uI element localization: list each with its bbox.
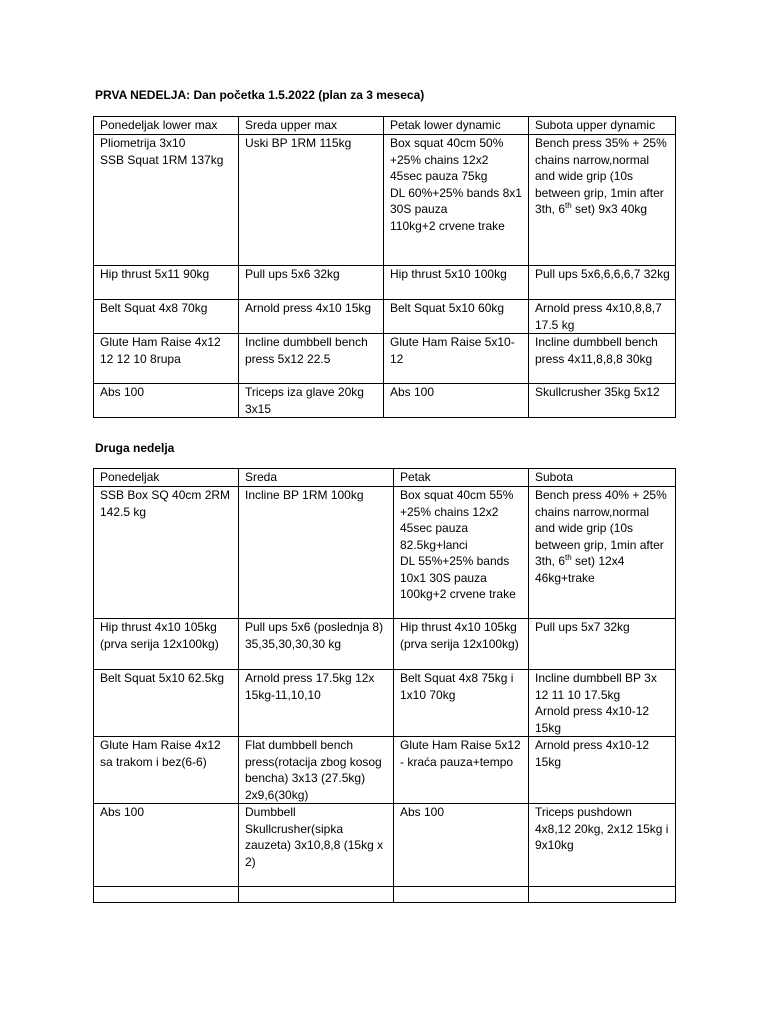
table-cell: Pull ups 5x6,6,6,6,7 32kg [529,266,676,300]
table-cell: Arnold press 17.5kg 12x 15kg-11,10,10 [239,670,394,737]
table-cell: Belt Squat 5x10 60kg [384,300,529,334]
table-row [94,670,676,737]
table-cell: Hip thrust 4x10 105kg (prva serija 12x100kg) [94,619,239,670]
table-cell: Belt Squat 4x8 75kg i 1x10 70kg [394,670,529,737]
table-row [94,384,676,418]
table-cell: Glute Ham Raise 5x10-12 [384,334,529,384]
table-cell: Bench press 35% + 25% chains narrow,normal and wide grip (10s between grip, 1min after 3th, 6th set) 9x3 40kg [529,135,676,266]
header-cell: Petak lower dynamic [384,117,529,135]
table-header-row [94,117,676,135]
table-cell: Box squat 40cm 55% +25% chains 12x2 45sec pauza 82.5kg+lanci DL 55%+25% bands 10x1 30S pauza 100kg+2 crvene trake [394,487,529,619]
header-cell: Sreda upper max [239,117,384,135]
table-cell: Dumbbell Skullcrusher(sipka zauzeta) 3x10,8,8 (15kg x 2) [239,804,394,887]
table-cell: Glute Ham Raise 4x12 12 12 10 8rupa [94,334,239,384]
table-cell: Glute Ham Raise 5x12 - kraća pauza+tempo [394,737,529,804]
table-cell: Pull ups 5x6 32kg [239,266,384,300]
table-cell: Abs 100 [384,384,529,418]
table-cell: SSB Box SQ 40cm 2RM 142.5 kg [94,487,239,619]
table-row [94,619,676,670]
header-cell: Petak [394,469,529,487]
table-cell: Uski BP 1RM 115kg [239,135,384,266]
table-cell [239,887,394,903]
table-cell: Hip thrust 5x10 100kg [384,266,529,300]
table-cell: Hip thrust 4x10 105kg (prva serija 12x100kg) [394,619,529,670]
table-cell: Incline dumbbell BP 3x 12 11 10 17.5kg Arnold press 4x10-12 15kg [529,670,676,737]
table-cell [529,887,676,903]
header-cell: Sreda [239,469,394,487]
table-cell: Box squat 40cm 50% +25% chains 12x2 45sec pauza 75kg DL 60%+25% bands 8x1 30S pauza 110kg+2 crvene trake [384,135,529,266]
table-cell: Glute Ham Raise 4x12 sa trakom i bez(6-6) [94,737,239,804]
table-cell [394,887,529,903]
table-cell: Skullcrusher 35kg 5x12 [529,384,676,418]
table-cell: Arnold press 4x10-12 15kg [529,737,676,804]
table-cell: Incline dumbbell bench press 5x12 22.5 [239,334,384,384]
header-cell: Ponedeljak [94,469,239,487]
header-cell: Subota [529,469,676,487]
table-row [94,737,676,804]
table-cell: Abs 100 [394,804,529,887]
table-cell: Pliometrija 3x10 SSB Squat 1RM 137kg [94,135,239,266]
table-cell: Bench press 40% + 25% chains narrow,normal and wide grip (10s between grip, 1min after 3th, 6th set) 12x4 46kg+trake [529,487,676,619]
table-row [94,266,676,300]
header-cell: Subota upper dynamic [529,117,676,135]
week2-title: Druga nedelja [95,441,175,455]
table-cell: Belt Squat 4x8 70kg [94,300,239,334]
table-header-row [94,469,676,487]
table-cell: Belt Squat 5x10 62.5kg [94,670,239,737]
table-row [94,887,676,903]
table-cell: Arnold press 4x10,8,8,7 17.5 kg [529,300,676,334]
table-cell: Incline dumbbell bench press 4x11,8,8,8 30kg [529,334,676,384]
table-cell [94,887,239,903]
table-cell: Incline BP 1RM 100kg [239,487,394,619]
week1-table [93,116,676,418]
table-cell: Pull ups 5x7 32kg [529,619,676,670]
header-cell: Ponedeljak lower max [94,117,239,135]
week2-table [93,468,676,903]
table-row [94,487,676,619]
table-cell: Triceps pushdown 4x8,12 20kg, 2x12 15kg i 9x10kg [529,804,676,887]
table-row [94,300,676,334]
week1-title: PRVA NEDELJA: Dan početka 1.5.2022 (plan za 3 meseca) [95,88,425,102]
table-cell: Arnold press 4x10 15kg [239,300,384,334]
table-row [94,135,676,266]
table-cell: Abs 100 [94,804,239,887]
table-cell: Flat dumbbell bench press(rotacija zbog kosog bencha) 3x13 (27.5kg) 2x9,6(30kg) [239,737,394,804]
table-cell: Pull ups 5x6 (poslednja 8) 35,35,30,30,30 kg [239,619,394,670]
table-row [94,804,676,887]
table-cell: Hip thrust 5x11 90kg [94,266,239,300]
table-cell: Triceps iza glave 20kg 3x15 [239,384,384,418]
table-cell: Abs 100 [94,384,239,418]
table-row [94,334,676,384]
